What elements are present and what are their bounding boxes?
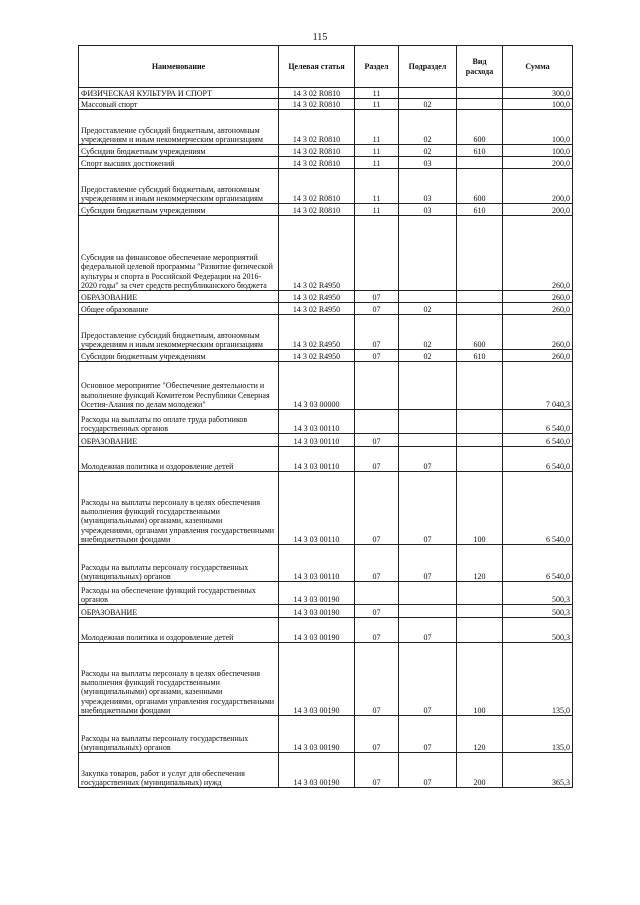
table-row bbox=[79, 472, 573, 545]
cell-code: 14 3 03 00190 bbox=[279, 643, 355, 716]
cell-subsection: 07 bbox=[399, 643, 457, 716]
cell-subsection: 02 bbox=[399, 145, 457, 157]
cell-sum: 6 540,0 bbox=[503, 447, 573, 472]
cell-sum: 260,0 bbox=[503, 291, 573, 303]
cell-section: 11 bbox=[355, 204, 399, 216]
table-row bbox=[79, 157, 573, 169]
cell-name: Расходы на выплаты персоналу государственных (муниципальных) органов bbox=[79, 716, 279, 753]
cell-type: 610 bbox=[457, 350, 503, 362]
column-header-code: Целевая статья bbox=[279, 46, 355, 88]
cell-name: Субсидии бюджетным учреждениям bbox=[79, 204, 279, 216]
cell-name: Предоставление субсидий бюджетным, автономным учреждениям и иным некоммерческим организациям bbox=[79, 315, 279, 350]
cell-section: 11 bbox=[355, 145, 399, 157]
cell-subsection bbox=[399, 362, 457, 410]
cell-type bbox=[457, 618, 503, 643]
cell-name: ОБРАЗОВАНИЕ bbox=[79, 434, 279, 447]
cell-type bbox=[457, 605, 503, 618]
cell-subsection: 03 bbox=[399, 169, 457, 204]
cell-type bbox=[457, 88, 503, 99]
cell-code: 14 3 03 00190 bbox=[279, 753, 355, 788]
cell-type bbox=[457, 434, 503, 447]
table-row bbox=[79, 434, 573, 447]
cell-sum: 300,0 bbox=[503, 88, 573, 99]
cell-section: 07 bbox=[355, 291, 399, 303]
table-row bbox=[79, 88, 573, 99]
cell-name: Расходы на выплаты персоналу государственных (муниципальных) органов bbox=[79, 545, 279, 582]
cell-section: 07 bbox=[355, 350, 399, 362]
table-row bbox=[79, 110, 573, 145]
cell-type bbox=[457, 291, 503, 303]
cell-subsection bbox=[399, 605, 457, 618]
table-row bbox=[79, 582, 573, 605]
cell-type: 600 bbox=[457, 169, 503, 204]
cell-section: 11 bbox=[355, 99, 399, 110]
cell-name: Субсидии бюджетным учреждениям bbox=[79, 350, 279, 362]
cell-type bbox=[457, 99, 503, 110]
cell-subsection bbox=[399, 410, 457, 434]
cell-name: Предоставление субсидий бюджетным, автономным учреждениям и иным некоммерческим организациям bbox=[79, 110, 279, 145]
table-row bbox=[79, 350, 573, 362]
table-row bbox=[79, 303, 573, 315]
cell-code: 14 3 02 R0810 bbox=[279, 204, 355, 216]
table-row bbox=[79, 169, 573, 204]
cell-section: 11 bbox=[355, 169, 399, 204]
cell-section bbox=[355, 582, 399, 605]
cell-name: ОБРАЗОВАНИЕ bbox=[79, 605, 279, 618]
cell-type bbox=[457, 157, 503, 169]
cell-type: 610 bbox=[457, 204, 503, 216]
cell-code: 14 3 03 00110 bbox=[279, 447, 355, 472]
cell-code: 14 3 02 R0810 bbox=[279, 145, 355, 157]
cell-sum: 135,0 bbox=[503, 643, 573, 716]
cell-section: 07 bbox=[355, 605, 399, 618]
cell-section bbox=[355, 362, 399, 410]
cell-name: Субсидии бюджетным учреждениям bbox=[79, 145, 279, 157]
table-row bbox=[79, 753, 573, 788]
column-header-section: Раздел bbox=[355, 46, 399, 88]
cell-name: ОБРАЗОВАНИЕ bbox=[79, 291, 279, 303]
cell-sum: 6 540,0 bbox=[503, 434, 573, 447]
cell-name: Расходы на выплаты по оплате труда работников государственных органов bbox=[79, 410, 279, 434]
cell-section: 07 bbox=[355, 303, 399, 315]
cell-sum: 6 540,0 bbox=[503, 410, 573, 434]
table-row bbox=[79, 410, 573, 434]
cell-subsection: 02 bbox=[399, 315, 457, 350]
column-header-sum: Сумма bbox=[503, 46, 573, 88]
cell-section: 07 bbox=[355, 315, 399, 350]
cell-type bbox=[457, 410, 503, 434]
cell-subsection: 07 bbox=[399, 447, 457, 472]
cell-sum: 365,3 bbox=[503, 753, 573, 788]
table-row bbox=[79, 145, 573, 157]
cell-sum: 6 540,0 bbox=[503, 545, 573, 582]
column-header-subsection: Подраздел bbox=[399, 46, 457, 88]
cell-code: 14 3 03 00190 bbox=[279, 582, 355, 605]
cell-name: Расходы на выплаты персоналу в целях обеспечения выполнения функций государственными (муниципальными) органами, казенными учреждениями, органами управления государственными внебюджетными фондами bbox=[79, 472, 279, 545]
cell-code: 14 3 03 00110 bbox=[279, 410, 355, 434]
cell-code: 14 3 03 00110 bbox=[279, 434, 355, 447]
cell-sum: 200,0 bbox=[503, 204, 573, 216]
table-row bbox=[79, 643, 573, 716]
cell-type: 200 bbox=[457, 753, 503, 788]
cell-code: 14 3 03 00190 bbox=[279, 716, 355, 753]
cell-subsection: 07 bbox=[399, 472, 457, 545]
cell-code: 14 3 02 R0810 bbox=[279, 88, 355, 99]
cell-code: 14 3 03 00110 bbox=[279, 472, 355, 545]
cell-name: Общее образование bbox=[79, 303, 279, 315]
cell-name: Массовый спорт bbox=[79, 99, 279, 110]
cell-subsection: 07 bbox=[399, 545, 457, 582]
cell-code: 14 3 02 R4950 bbox=[279, 216, 355, 291]
cell-sum: 500,3 bbox=[503, 618, 573, 643]
cell-subsection: 02 bbox=[399, 303, 457, 315]
cell-subsection: 02 bbox=[399, 110, 457, 145]
cell-code: 14 3 02 R0810 bbox=[279, 99, 355, 110]
cell-name: Спорт высших достижений bbox=[79, 157, 279, 169]
cell-sum: 500,3 bbox=[503, 605, 573, 618]
table-row bbox=[79, 618, 573, 643]
cell-sum: 260,0 bbox=[503, 315, 573, 350]
cell-name: Предоставление субсидий бюджетным, автономным учреждениям и иным некоммерческим организациям bbox=[79, 169, 279, 204]
cell-subsection bbox=[399, 291, 457, 303]
cell-section: 07 bbox=[355, 643, 399, 716]
page-number: 115 bbox=[312, 32, 328, 43]
cell-subsection: 03 bbox=[399, 204, 457, 216]
cell-name: Субсидия на финансовое обеспечение мероприятий федеральной целевой программы "Развитие физической культуры и спорта в Российской Федерации на 2016-2020 годы" за счет средств республиканского бюджета bbox=[79, 216, 279, 291]
table-row bbox=[79, 362, 573, 410]
cell-code: 14 3 02 R4950 bbox=[279, 315, 355, 350]
cell-section: 07 bbox=[355, 472, 399, 545]
cell-type: 600 bbox=[457, 110, 503, 145]
table-row bbox=[79, 605, 573, 618]
cell-sum: 100,0 bbox=[503, 99, 573, 110]
cell-name: Молодежная политика и оздоровление детей bbox=[79, 447, 279, 472]
table-row bbox=[79, 315, 573, 350]
cell-type: 100 bbox=[457, 472, 503, 545]
column-header-name: Наименование bbox=[79, 46, 279, 88]
cell-sum: 260,0 bbox=[503, 350, 573, 362]
cell-code: 14 3 02 R0810 bbox=[279, 157, 355, 169]
cell-name: Молодежная политика и оздоровление детей bbox=[79, 618, 279, 643]
cell-code: 14 3 03 00110 bbox=[279, 545, 355, 582]
cell-type bbox=[457, 582, 503, 605]
cell-type bbox=[457, 362, 503, 410]
cell-type bbox=[457, 216, 503, 291]
cell-type bbox=[457, 303, 503, 315]
cell-subsection bbox=[399, 582, 457, 605]
cell-code: 14 3 03 00190 bbox=[279, 618, 355, 643]
column-header-type: Вид расхода bbox=[457, 46, 503, 88]
cell-type: 610 bbox=[457, 145, 503, 157]
cell-section: 11 bbox=[355, 88, 399, 99]
cell-code: 14 3 02 R4950 bbox=[279, 303, 355, 315]
cell-section: 07 bbox=[355, 545, 399, 582]
cell-section bbox=[355, 410, 399, 434]
cell-section: 07 bbox=[355, 753, 399, 788]
cell-subsection: 02 bbox=[399, 350, 457, 362]
cell-section: 07 bbox=[355, 618, 399, 643]
cell-code: 14 3 03 00190 bbox=[279, 605, 355, 618]
cell-type: 100 bbox=[457, 643, 503, 716]
table-row bbox=[79, 716, 573, 753]
table-row bbox=[79, 291, 573, 303]
cell-name: ФИЗИЧЕСКАЯ КУЛЬТУРА И СПОРТ bbox=[79, 88, 279, 99]
table-row bbox=[79, 216, 573, 291]
table-header-row bbox=[79, 46, 573, 88]
table-row bbox=[79, 99, 573, 110]
cell-subsection: 07 bbox=[399, 716, 457, 753]
cell-sum: 100,0 bbox=[503, 145, 573, 157]
budget-table bbox=[78, 45, 573, 788]
cell-subsection bbox=[399, 434, 457, 447]
cell-sum: 7 040,3 bbox=[503, 362, 573, 410]
table-row bbox=[79, 204, 573, 216]
table-row bbox=[79, 447, 573, 472]
cell-code: 14 3 02 R0810 bbox=[279, 110, 355, 145]
cell-sum: 200,0 bbox=[503, 157, 573, 169]
cell-name: Расходы на выплаты персоналу в целях обеспечения выполнения функций государственными (муниципальными) органами, казенными учреждениями, органами управления государственными внебюджетными фондами bbox=[79, 643, 279, 716]
cell-type bbox=[457, 447, 503, 472]
cell-code: 14 3 02 R0810 bbox=[279, 169, 355, 204]
cell-section bbox=[355, 216, 399, 291]
cell-type: 600 bbox=[457, 315, 503, 350]
cell-section: 07 bbox=[355, 434, 399, 447]
cell-section: 07 bbox=[355, 447, 399, 472]
cell-sum: 260,0 bbox=[503, 303, 573, 315]
cell-subsection bbox=[399, 88, 457, 99]
cell-section: 07 bbox=[355, 716, 399, 753]
cell-subsection: 02 bbox=[399, 99, 457, 110]
cell-name: Расходы на обеспечение функций государственных органов bbox=[79, 582, 279, 605]
cell-type: 120 bbox=[457, 545, 503, 582]
cell-sum: 260,0 bbox=[503, 216, 573, 291]
cell-subsection: 07 bbox=[399, 753, 457, 788]
cell-subsection bbox=[399, 216, 457, 291]
cell-sum: 100,0 bbox=[503, 110, 573, 145]
cell-sum: 200,0 bbox=[503, 169, 573, 204]
cell-code: 14 3 02 R4950 bbox=[279, 350, 355, 362]
cell-sum: 135,0 bbox=[503, 716, 573, 753]
cell-code: 14 3 02 R4950 bbox=[279, 291, 355, 303]
cell-name: Закупка товаров, работ и услуг для обеспечения государственных (муниципальных) нужд bbox=[79, 753, 279, 788]
cell-subsection: 07 bbox=[399, 618, 457, 643]
cell-sum: 500,3 bbox=[503, 582, 573, 605]
cell-type: 120 bbox=[457, 716, 503, 753]
cell-sum: 6 540,0 bbox=[503, 472, 573, 545]
cell-subsection: 03 bbox=[399, 157, 457, 169]
cell-section: 11 bbox=[355, 157, 399, 169]
cell-code: 14 3 03 00000 bbox=[279, 362, 355, 410]
cell-name: Основное мероприятие "Обеспечение деятельности и выполнение функций Комитетом Республики Северная Осетия-Алания по делам молодежи" bbox=[79, 362, 279, 410]
cell-section: 11 bbox=[355, 110, 399, 145]
table-row bbox=[79, 545, 573, 582]
